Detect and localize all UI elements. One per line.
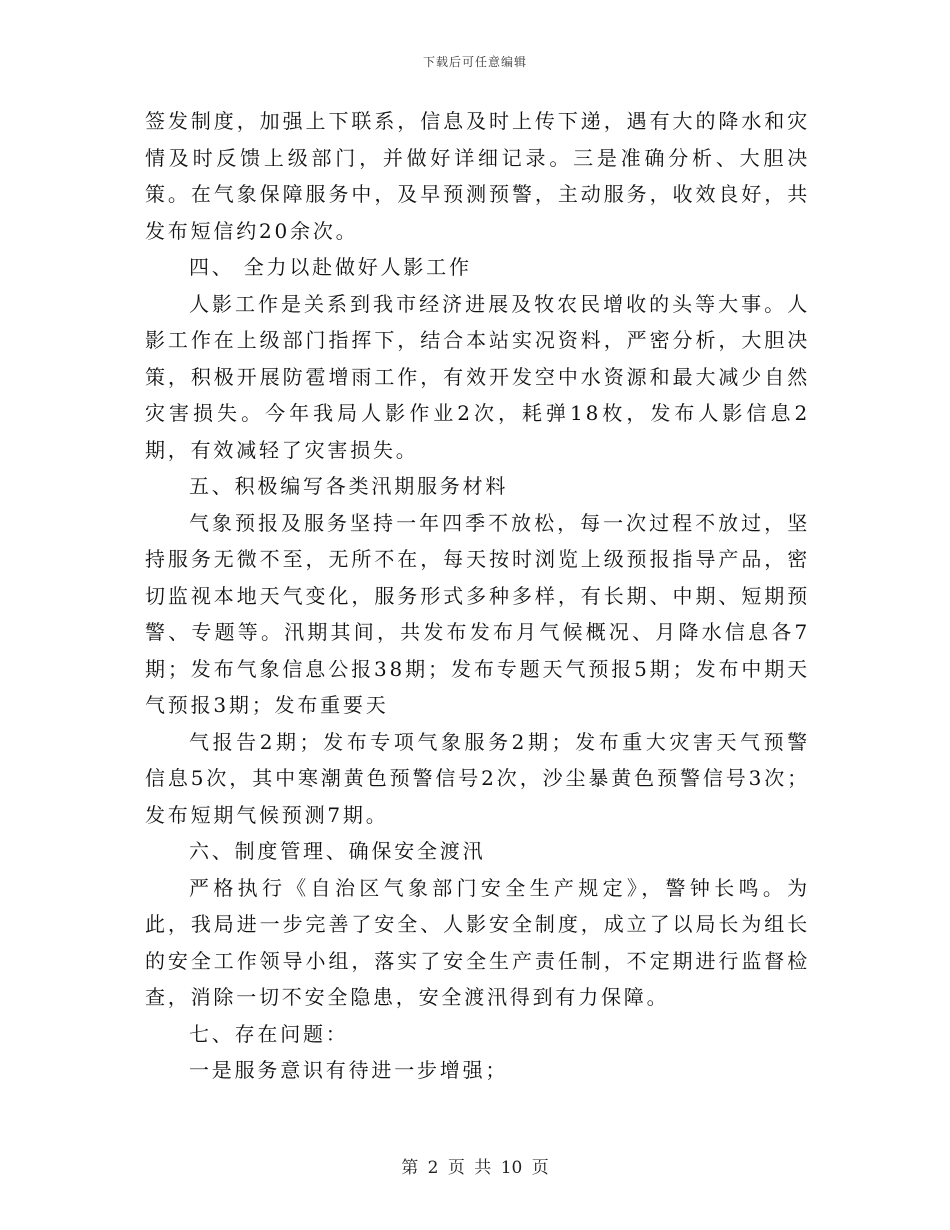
paragraph: 一是服务意识有待进一步增强； xyxy=(189,1058,509,1082)
body-text xyxy=(145,103,810,1089)
paragraph: 签发制度，加强上下联系，信息及时上传下递，遇有大的降水和灾情及时反馈上级部门，并做好详细记录。三是准确分析、大胆决策。在气象保障服务中，及早预测预警，主动服务，收效良好，共发布短信约20余次。 xyxy=(145,109,810,243)
section-heading: 四、 全力以赴做好人影工作 xyxy=(189,255,472,279)
paragraph: 严格执行《自治区气象部门安全生产规定》，警钟长鸣。为此，我局进一步完善了安全、人影安全制度，成立了以局长为组长的安全工作领导小组，落实了安全生产责任制，不定期进行监督检查，消除一切不安全隐患，安全渡汛得到有力保障。 xyxy=(145,875,810,1009)
paragraph: 气报告2期；发布专项气象服务2期；发布重大灾害天气预警信息5次，其中寒潮黄色预警信号2次，沙尘暴黄色预警信号3次；发布短期气候预测7期。 xyxy=(145,729,810,827)
section-heading: 六、制度管理、确保安全渡汛 xyxy=(189,839,486,863)
section-heading: 七、存在问题： xyxy=(189,1021,349,1046)
section-heading: 五、积极编写各类汛期服务材料 xyxy=(189,474,509,498)
paragraph: 人影工作是关系到我市经济进展及牧农民增收的头等大事。人影工作在上级部门指挥下，结合本站实况资料，严密分析，大胆决策，积极开展防雹增雨工作，有效开发空中水资源和最大减少自然灾害损失。今年我局人影作业2次，耗弹18枚，发布人影信息2期，有效减轻了灾害损失。 xyxy=(145,291,810,462)
paragraph: 气象预报及服务坚持一年四季不放松，每一次过程不放过，坚持服务无微不至，无所不在，每天按时浏览上级预报指导产品，密切监视本地天气变化，服务形式多种多样，有长期、中期、短期预警、专题等。汛期其间，共发布发布月气候概况、月降水信息各7期；发布气象信息公报38期；发布专题天气预报5期；发布中期天气预报3期；发布重要天 xyxy=(145,510,810,717)
page-number-footer: 第 2 页 共 10 页 xyxy=(401,1158,549,1178)
page-header: 下载后可任意编辑 xyxy=(422,55,527,69)
